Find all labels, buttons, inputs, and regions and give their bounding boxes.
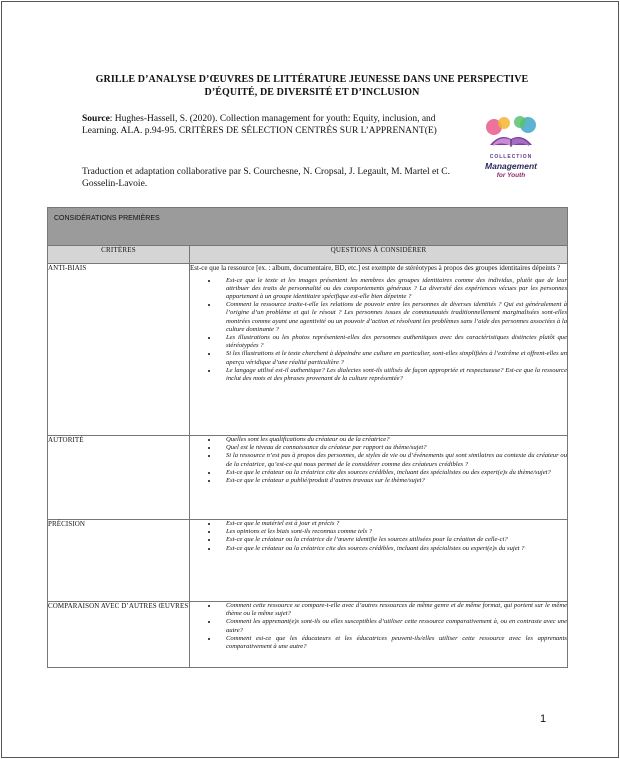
list-item: • Quel est le niveau de connaissance du créateur par rapport au thème/sujet? [218, 444, 567, 452]
questions-cell [190, 436, 568, 520]
list-item: • Si les illustrations et le texte cherchent à dépeindre une culture en particulier, sont-elles simplifiées à l’extrême et offrent-elles un aperçu véridique d’une réalité particulière ? [218, 350, 567, 366]
book-title-line-1: COLLECTION [489, 154, 533, 160]
question-list [190, 277, 567, 384]
list-item: • Comment est-ce que les éducateurs et les éducatrices peuvent-ils/elles utiliser cette ressource avec les apprenants comparativement à une autre? [218, 635, 567, 651]
section-title: CONSIDÉRATIONS PREMIÈRES [48, 208, 568, 246]
list-item: • Est-ce que le créateur ou la créatrice cite des sources crédibles, incluant des spécialistes ou des expert(e)s du thème/sujet? [218, 469, 567, 477]
document-title [62, 73, 562, 99]
document-page [1, 1, 619, 758]
list-item: • Est-ce que le créateur a publié/produit d’autres travaux sur le thème/sujet? [218, 477, 567, 485]
book-cover-image [480, 106, 542, 190]
criterion-cell: COMPARAISON AVEC D’AUTRES ŒUVRES [48, 602, 190, 668]
criterion-cell: AUTORITÉ [48, 436, 190, 520]
book-title-line-3: for Youth [496, 172, 526, 179]
list-item: • Comment les apprenant(e)s sont-ils ou elles susceptibles d’utiliser cette ressource comparativement à, ou en contraste avec une autre? [218, 618, 567, 634]
table-row-comparison [48, 602, 568, 668]
table-row-precision [48, 520, 568, 602]
row-intro: Est-ce que la ressource [ex. : album, documentaire, BD, etc.] est exempte de stéréotypes à propos des groupes identitaires dépeints ? [190, 264, 561, 272]
question-list [190, 520, 567, 553]
section-header-row [48, 208, 568, 246]
list-item: • Les illustrations ou les photos représentent-elles des personnes authentiques avec des caractéristiques distinctes plutôt que stéréotypées ? [218, 334, 567, 350]
source-text: : Hughes-Hassell, S. (2020). Collection management for youth: Equity, inclusion, and Learning. ALA. p.94-95. CRITÈRES DE SÉLECTION CENTRÉS SUR L’APPRENANT(E) [82, 114, 437, 136]
list-item: • Est-ce que le matériel est à jour et précis ? [218, 520, 567, 528]
open-book-icon [484, 115, 538, 151]
list-item: • Les opinions et les biais sont-ils reconnus comme tels ? [218, 528, 567, 536]
list-item: • Comment cette ressource se compare-t-elle avec d’autres ressources de même genre et de même format, qui portent sur le même thème ou le même sujet? [218, 602, 567, 618]
table-row-anti-bias [48, 264, 568, 436]
table-row-authority [48, 436, 568, 520]
book-title-line-2: Management [485, 161, 537, 171]
questions-cell [190, 602, 568, 668]
column-header-criteria: CRITÈRES [48, 246, 190, 264]
list-item: • Quelles sont les qualifications du créateur ou de la créatrice? [218, 436, 567, 444]
questions-cell [190, 264, 568, 436]
list-item: • Est-ce que le créateur ou la créatrice de l’œuvre identifie les sources utilisées pour la création de celle-ci? [218, 536, 567, 544]
column-header-row [48, 246, 568, 264]
analysis-grid-table [47, 207, 568, 668]
column-header-questions: QUESTIONS À CONSIDÉRER [190, 246, 568, 264]
list-item: • Est-ce que le créateur ou la créatrice cite des sources crédibles, incluant des spécialistes ou expert(e)s du sujet ? [218, 545, 567, 553]
list-item: • Est-ce que le texte et les images présentent les membres des groupes identitaires comme des individus, plutôt que de leur attribuer des traits de personnalité ou des comportements généraux ? La diversité des expériences vécues par les personnes appartenant à un groupe identitaire spécifique est-elle bien dépeinte ? [218, 277, 567, 302]
translation-credit: Traduction et adaptation collaborative par S. Courchesne, N. Cropsal, J. Legault, M. Martel et C. Gosselin-Lavoie. [82, 167, 450, 189]
page-number: 1 [540, 713, 547, 725]
source-citation [82, 114, 462, 137]
question-list [190, 436, 567, 485]
criterion-cell: ANTI-BIAIS [48, 264, 190, 436]
title-line-2: D’ÉQUITÉ, DE DIVERSITÉ ET D’INCLUSION [204, 87, 420, 98]
list-item: • Comment la ressource traite-t-elle les relations de pouvoir entre les personnes de diverses identités ? Qui est généralement à l’origine d’un problème et qui le résout ? Les personnes issues de communautés traditionnellement marginalisées sont-elles montrées comme ayant une agentivité ou un pouvoir d’action et résolvant les problèmes sans l’aide des personnes associées à la culture dominante ? [218, 301, 567, 334]
source-label: Source [82, 114, 110, 124]
list-item: • Si la ressource n’est pas à propos des personnes, de styles de vie ou d’événements qui sont similaires au contexte du créateur ou de la créatrice, qu’est-ce qui nous permet de le considérer comme des créateurs crédibles ? [218, 452, 567, 468]
list-item: • Le langage utilisé est-il authentique? Les dialectes sont-ils utilisés de façon appropriée et respectueuse? Est-ce que la ressource inclut des mots et des phrases provenant de la culture représentée? [218, 367, 567, 383]
title-line-1: GRILLE D’ANALYSE D’ŒUVRES DE LITTÉRATURE JEUNESSE DANS UNE PERSPECTIVE [95, 74, 529, 85]
criterion-cell: PRÉCISION [48, 520, 190, 602]
question-list [190, 602, 567, 651]
questions-cell [190, 520, 568, 602]
